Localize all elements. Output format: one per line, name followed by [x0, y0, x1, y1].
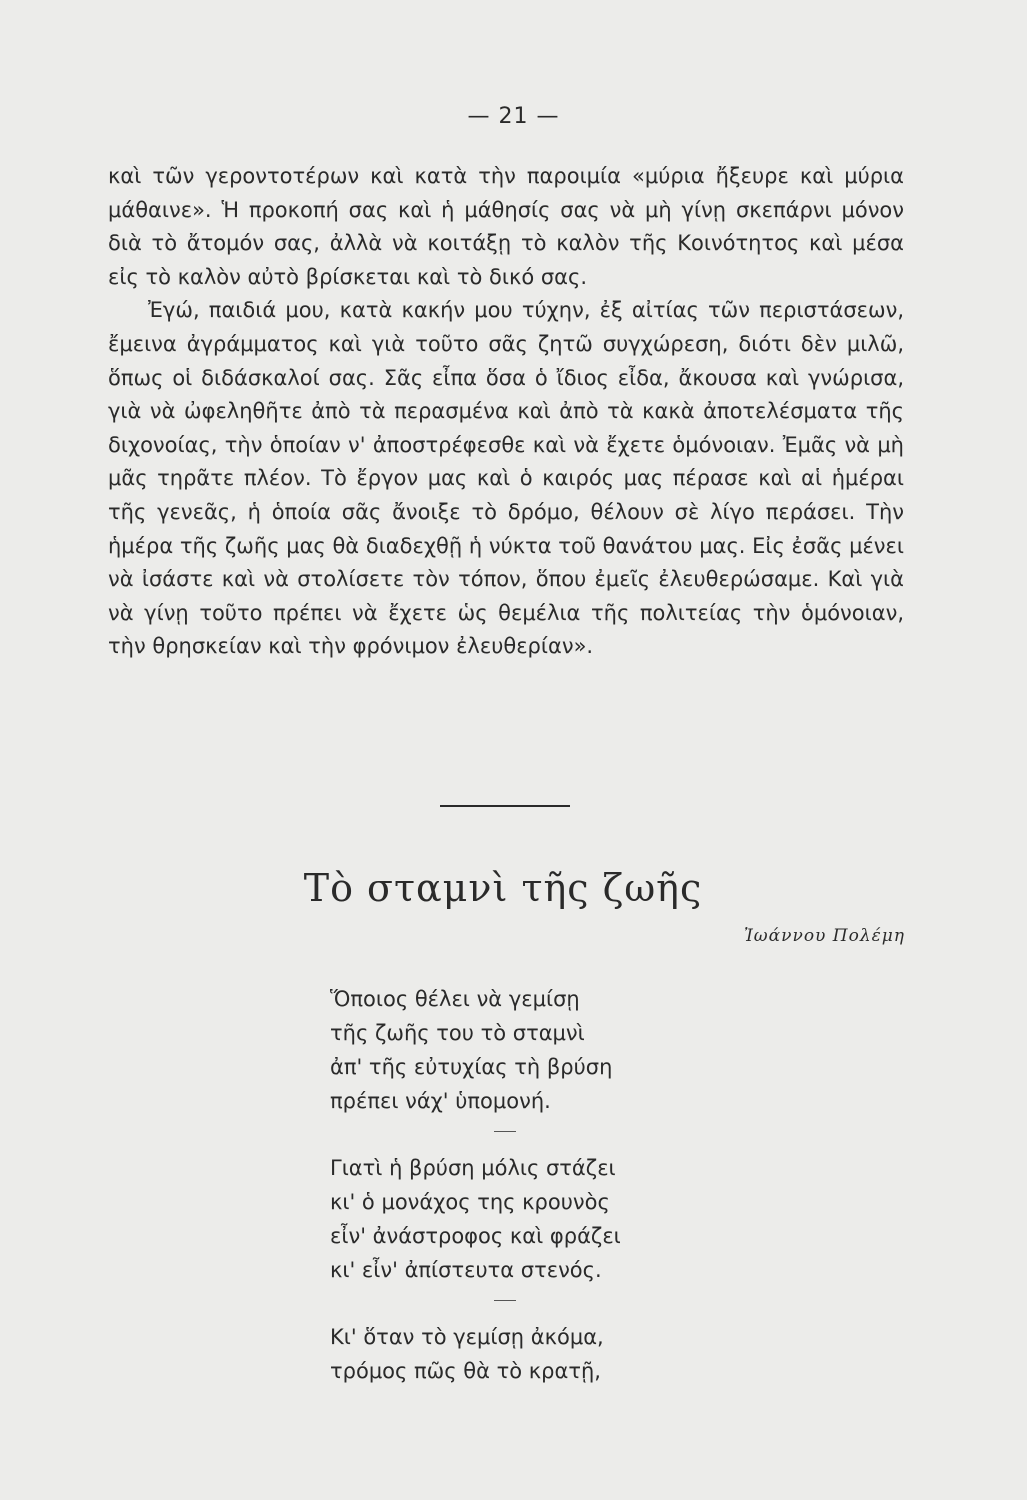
- section-divider: [440, 805, 570, 807]
- poem-stanzas: [330, 982, 730, 1388]
- paragraph: καὶ τῶν γεροντοτέρων καὶ κατὰ τὴν παροιμία «μύρια ἤξευρε καὶ μύρια μάθαινε». Ἡ προκοπή σας καὶ ἡ μάθησίς σας νὰ μὴ γίνῃ σκεπάρνι μόνον διὰ τὸ ἄτομόν σας, ἀλλὰ νὰ κοιτάξῃ τὸ καλὸν τῆς Κοινότητος καὶ μέσα εἰς τὸ καλὸν αὐτὸ βρίσκεται καὶ τὸ δικό σας.: [108, 164, 904, 289]
- poem-title: Τὸ σταμνὶ τῆς ζωῆς: [303, 866, 703, 910]
- page-number: — 21 —: [467, 104, 560, 129]
- prose-body: [108, 160, 904, 664]
- poem-line: ἀπ' τῆς εὐτυχίας τὴ βρύση: [330, 1055, 613, 1079]
- poem-line: εἶν' ἀνάστροφος καὶ φράζει: [330, 1224, 621, 1248]
- poem-author: Ἰωάννου Πολέμη: [743, 926, 905, 946]
- stanza: [330, 1151, 730, 1287]
- poem-line: πρέπει νάχ' ὑπομονή.: [330, 1089, 551, 1113]
- stanza: [330, 982, 730, 1118]
- poem-line: τῆς ζωῆς του τὸ σταμνὶ: [330, 1021, 585, 1045]
- poem-line: Γιατὶ ἡ βρύση μόλις στάζει: [330, 1156, 616, 1180]
- poem-line: κι' εἶν' ἀπίστευτα στενός.: [330, 1258, 602, 1282]
- paragraph: Ἐγώ, παιδιά μου, κατὰ κακήν μου τύχην, ἐξ αἰτίας τῶν περιστάσεων, ἔμεινα ἀγράμματος καὶ γιὰ τοῦτο σᾶς ζητῶ συγχώρεση, διότι δὲν μιλῶ, ὅπως οἱ διδάσκαλοί σας. Σᾶς εἶπα ὅσα ὁ ἴδιος εἶδα, ἄκουσα καὶ γνώρισα, γιὰ νὰ ὠφεληθῆτε ἀπὸ τὰ περασμένα καὶ ἀπὸ τὰ κακὰ ἀποτελέσματα τῆς διχονοίας, τὴν ὁποίαν ν' ἀποστρέφεσθε καὶ νὰ ἔχετε ὁμόνοιαν. Ἐμᾶς νὰ μὴ μᾶς τηρᾶτε πλέον. Τὸ ἔργον μας καὶ ὁ καιρός μας πέρασε καὶ αἱ ἡμέραι τῆς γενεᾶς, ἡ ὁποία σᾶς ἄνοιξε τὸ δρόμο, θέλουν σὲ λίγο περάσει. Τὴν ἡμέρα τῆς ζωῆς μας θὰ διαδεχθῇ ἡ νύκτα τοῦ θανάτου μας. Εἰς ἐσᾶς μένει νὰ ἰσάστε καὶ νὰ στολίσετε τὸν τόπον, ὅπου ἐμεῖς ἐλευθερώσαμε. Καὶ γιὰ νὰ γίνῃ τοῦτο πρέπει νὰ ἔχετε ὡς θεμέλια τῆς πολιτείας τὴν ὁμόνοιαν, τὴν θρησκείαν καὶ τὴν φρόνιμον ἐλευθερίαν».: [108, 298, 904, 659]
- poem-line: τρόμος πῶς θὰ τὸ κρατῇ,: [330, 1359, 601, 1383]
- stanza: [330, 1320, 730, 1388]
- poem-line: κι' ὁ μονάχος της κρουνὸς: [330, 1190, 610, 1214]
- poem-line: Ὅποιος θέλει νὰ γεμίσῃ: [330, 987, 580, 1011]
- stanza-separator: [330, 1287, 730, 1320]
- poem-line: Κι' ὅταν τὸ γεμίσῃ ἀκόμα,: [330, 1325, 604, 1349]
- stanza-separator: [330, 1118, 730, 1151]
